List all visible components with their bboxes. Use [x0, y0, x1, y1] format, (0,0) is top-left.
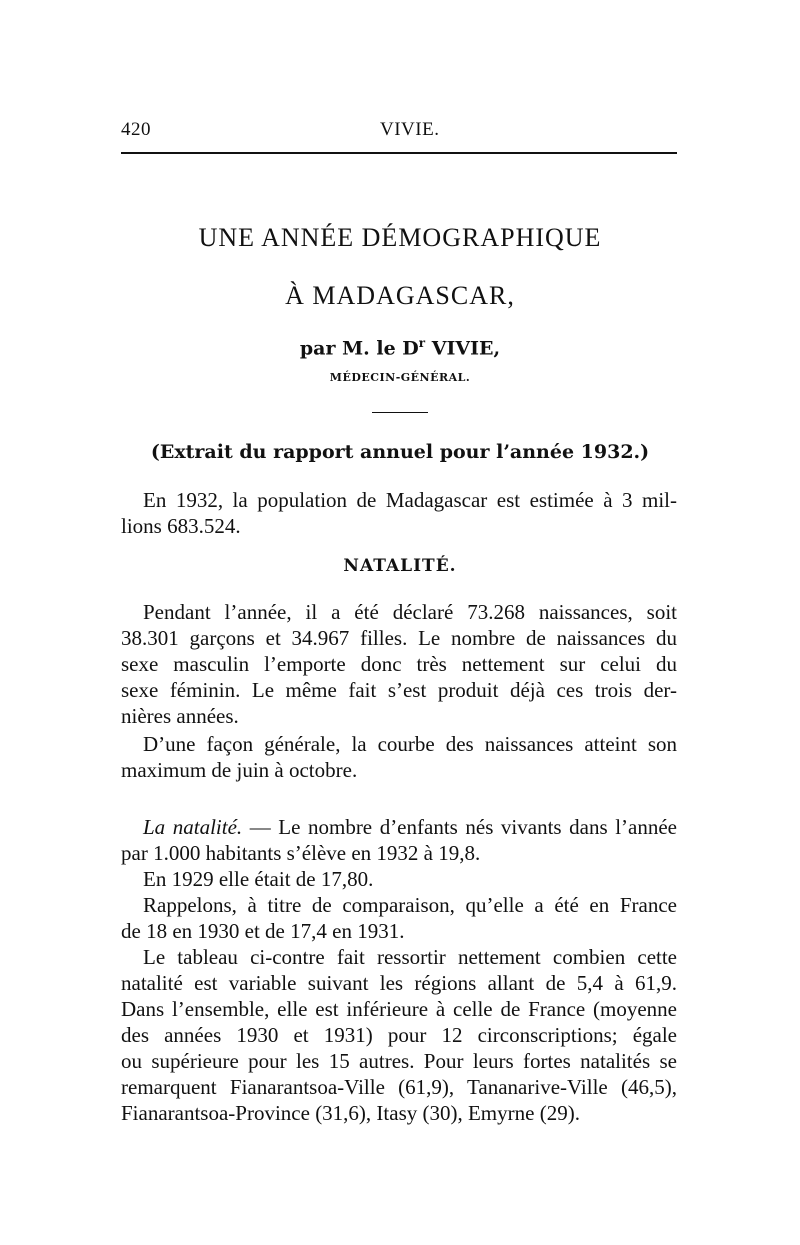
paragraph-line: sexe masculin l’emporte donc très nettement sur celui du — [121, 652, 677, 676]
paragraph-line: sexe féminin. Le même fait s’est produit déjà ces trois der- — [121, 678, 677, 702]
paragraph-line: natalité est variable suivant les régions allant de 5,4 à 61,9. — [121, 971, 677, 995]
byline-prefix: par M. le D — [299, 337, 419, 360]
intro-line: lions 683.524. — [121, 514, 241, 538]
paragraph-line: de 18 en 1930 et de 17,4 en 1931. — [121, 919, 405, 943]
run-in-heading: La natalité. — [143, 815, 243, 839]
paragraph-line: Dans l’ensemble, elle est inférieure à celle de France (moyenne — [121, 997, 677, 1021]
paragraph-line: par 1.000 habitants s’élève en 1932 à 19,8. — [121, 841, 481, 865]
section-heading: NATALITÉ. — [343, 556, 457, 576]
paragraph-line: Rappelons, à titre de comparaison, qu’elle a été en France — [143, 893, 677, 917]
paragraph-line: nières années. — [121, 704, 239, 728]
running-title: VIVIE. — [380, 119, 440, 140]
paragraph-line: En 1929 elle était de 17,80. — [143, 867, 374, 891]
author-rank: MÉDECIN-GÉNÉRAL. — [329, 371, 471, 384]
paragraph-line: D’une façon générale, la courbe des naissances atteint son — [143, 732, 677, 756]
paragraph-line: maximum de juin à octobre. — [121, 758, 358, 782]
title-separator-rule — [372, 412, 428, 413]
page-number: 420 — [121, 119, 151, 140]
paragraph-line: des années 1930 et 1931) pour 12 circonscriptions; égale — [121, 1023, 677, 1047]
article-title-line-2: À MADAGASCAR, — [285, 281, 515, 310]
paragraph-line: ou supérieure pour les 15 autres. Pour leurs fortes natalités se — [121, 1049, 677, 1073]
paragraph-line: Pendant l’année, il a été déclaré 73.268 naissances, soit — [143, 600, 677, 624]
intro-line: En 1932, la population de Madagascar est estimée à 3 mil- — [143, 488, 677, 512]
paragraph-line: Fianarantsoa-Province (31,6), Itasy (30), Emyrne (29). — [121, 1101, 580, 1125]
header-rule — [121, 152, 677, 154]
first-line-text: — Le nombre d’enfants nés vivants dans l’année — [242, 815, 677, 839]
byline — [0, 336, 800, 359]
paragraph-line: 38.301 garçons et 34.967 filles. Le nombre de naissances du — [121, 626, 677, 650]
author-name: VIVIE, — [425, 337, 501, 360]
article-title-line-1: UNE ANNÉE DÉMOGRAPHIQUE — [198, 223, 602, 252]
byline-sup: r — [418, 336, 426, 350]
la-natalite-first-line — [121, 814, 677, 840]
extract-note: (Extrait du rapport annuel pour l’année 1932.) — [150, 441, 650, 463]
paragraph-line: remarquent Fianarantsoa-Ville (61,9), Tananarive-Ville (46,5), — [121, 1075, 677, 1099]
paragraph-line: Le tableau ci-contre fait ressortir nettement combien cette — [143, 945, 677, 969]
